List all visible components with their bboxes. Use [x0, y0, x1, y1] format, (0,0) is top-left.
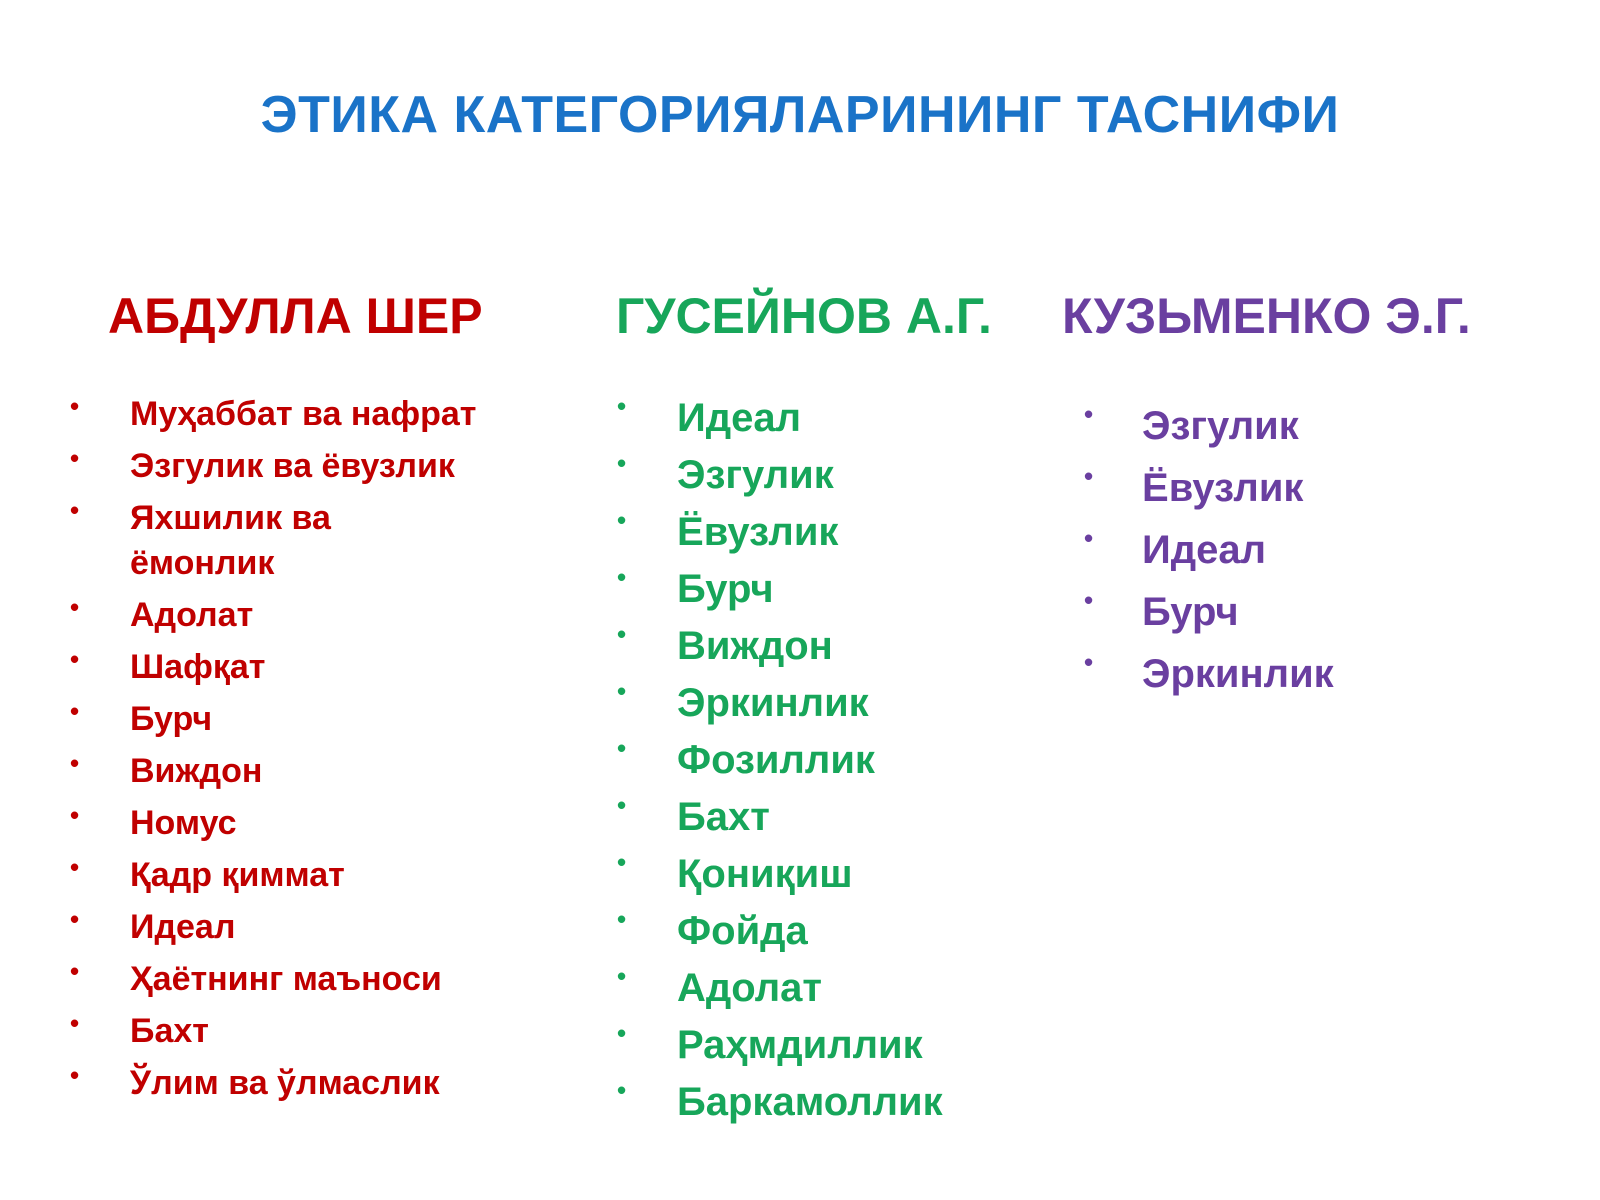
list-item [60, 905, 540, 950]
list-item-text: Бахт [130, 1012, 209, 1050]
list-item-text: Эркинлик [677, 681, 869, 725]
list-item-text: Эзгулик ва ёвузлик [130, 447, 455, 485]
list-item [60, 801, 540, 846]
list-item-text: Номус [130, 804, 237, 842]
list-item [615, 392, 1035, 444]
bullet-icon: • [70, 956, 80, 986]
list-item [60, 645, 540, 690]
list-item-text: Баркамоллик [677, 1080, 943, 1124]
list-item-text: Фойда [677, 909, 808, 953]
bullet-icon: • [617, 961, 627, 991]
bullet-icon: • [70, 495, 80, 525]
list-item-text: Идеал [677, 396, 802, 440]
list-item [615, 563, 1035, 615]
list-item [1082, 400, 1502, 452]
list-item [615, 1019, 1035, 1071]
list-item [1082, 524, 1502, 576]
bullet-icon: • [70, 443, 80, 473]
list-item-text: Бурч [677, 567, 774, 611]
list-item [1082, 586, 1502, 638]
list-item [60, 1009, 540, 1054]
list-item [615, 449, 1035, 501]
list-item-text: Бурч [130, 700, 213, 738]
list-item [60, 392, 540, 437]
bullet-icon: • [617, 505, 627, 535]
kuzmenko-category-list [1082, 400, 1502, 710]
list-item-text: Адолат [677, 966, 822, 1010]
list-item [615, 1076, 1035, 1128]
column-heading-kuzmenko: КУЗЬМЕНКО Э.Г. [1062, 288, 1471, 344]
bullet-icon: • [70, 592, 80, 622]
bullet-icon: • [617, 619, 627, 649]
bullet-icon: • [617, 448, 627, 478]
bullet-icon: • [617, 1075, 627, 1105]
bullet-icon: • [70, 696, 80, 726]
list-item-text: Ҳаётнинг маъноси [130, 960, 442, 998]
bullet-icon: • [70, 391, 80, 421]
list-item-text: Ёвузлик [677, 510, 839, 554]
list-item [60, 749, 540, 794]
bullet-icon: • [70, 748, 80, 778]
abdulla-sher-category-list [60, 392, 540, 1113]
list-item [615, 677, 1035, 729]
bullet-icon: • [1084, 461, 1094, 491]
list-item [1082, 462, 1502, 514]
bullet-icon: • [70, 1008, 80, 1038]
list-item-text: Адолат [130, 596, 254, 634]
list-item [615, 620, 1035, 672]
bullet-icon: • [1084, 647, 1094, 677]
bullet-icon: • [70, 800, 80, 830]
list-item [615, 791, 1035, 843]
list-item-text: Раҳмдиллик [677, 1023, 923, 1067]
list-item-text: Виждон [130, 752, 263, 790]
bullet-icon: • [617, 562, 627, 592]
list-item [615, 848, 1035, 900]
list-item-text: Ўлим ва ўлмаслик [130, 1064, 440, 1102]
column-heading-guseynov: ГУСЕЙНОВ А.Г. [616, 288, 992, 344]
list-item-text: Бурч [1142, 590, 1239, 634]
bullet-icon: • [70, 904, 80, 934]
list-item [60, 957, 540, 1002]
bullet-icon: • [1084, 585, 1094, 615]
guseynov-category-list [615, 392, 1035, 1133]
list-item-text: Қониқиш [677, 852, 853, 896]
list-item [60, 697, 540, 742]
list-item [615, 962, 1035, 1014]
list-item [615, 734, 1035, 786]
list-item-text: Бахт [677, 795, 770, 839]
bullet-icon: • [70, 852, 80, 882]
bullet-icon: • [617, 904, 627, 934]
list-item [1082, 648, 1502, 700]
bullet-icon: • [70, 1060, 80, 1090]
bullet-icon: • [1084, 399, 1094, 429]
list-item [60, 444, 540, 489]
list-item [60, 593, 540, 638]
list-item-text: Яхшилик ва ёмонлик [130, 499, 331, 582]
list-item [615, 506, 1035, 558]
bullet-icon: • [617, 733, 627, 763]
list-item-text: Идеал [130, 908, 236, 946]
list-item-text: Эзгулик [1142, 404, 1299, 448]
list-item-text: Эркинлик [1142, 652, 1334, 696]
list-item [60, 853, 540, 898]
bullet-icon: • [1084, 523, 1094, 553]
list-item [60, 1061, 540, 1106]
bullet-icon: • [617, 1018, 627, 1048]
bullet-icon: • [617, 391, 627, 421]
list-item [615, 905, 1035, 957]
list-item-text: Ёвузлик [1142, 466, 1304, 510]
slide-title: ЭТИКА КАТЕГОРИЯЛАРИНИНГ ТАСНИФИ [260, 86, 1340, 144]
list-item [60, 496, 430, 586]
list-item-text: Эзгулик [677, 453, 834, 497]
bullet-icon: • [70, 644, 80, 674]
bullet-icon: • [617, 790, 627, 820]
list-item-text: Қадр қиммат [130, 856, 345, 894]
list-item-text: Шафқат [130, 648, 266, 686]
column-heading-abdulla-sher: АБДУЛЛА ШЕР [108, 288, 483, 344]
list-item-text: Виждон [677, 624, 833, 668]
list-item-text: Муҳаббат ва нафрат [130, 395, 477, 433]
list-item-text: Фозиллик [677, 738, 875, 782]
bullet-icon: • [617, 847, 627, 877]
bullet-icon: • [617, 676, 627, 706]
list-item-text: Идеал [1142, 528, 1267, 572]
